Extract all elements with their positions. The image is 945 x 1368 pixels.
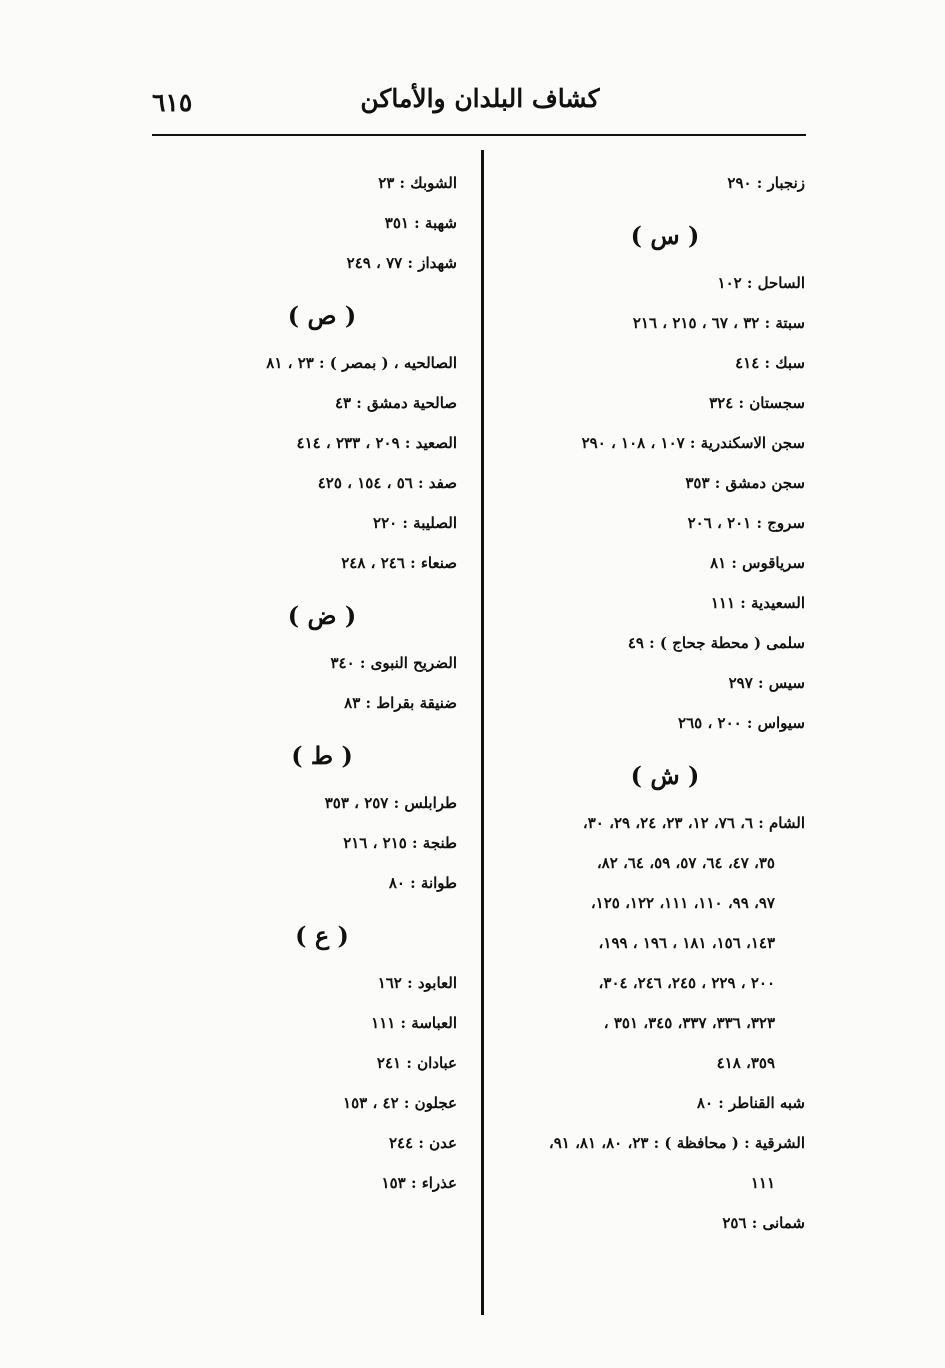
left-index-entry: شهداز : ٧٧ ، ٢٤٩ xyxy=(346,254,457,272)
left-index-entry: عجلون : ٤٢ ، ١٥٣ xyxy=(343,1094,457,1112)
right-index-entry-continuation: ٩٧، ٩٩، ١١٠، ١١١، ١٢٢، ١٢٥، xyxy=(590,894,775,912)
right-index-entry: شمانى : ٢٥٦ xyxy=(722,1214,805,1232)
right-index-entry: زنجبار : ٢٩٠ xyxy=(727,174,805,192)
left-index-entry: طوانة : ٨٠ xyxy=(388,874,457,892)
left-index-entry: صنعاء : ٢٤٦ ، ٢٤٨ xyxy=(341,554,457,572)
left-index-entry: الصليبة : ٢٢٠ xyxy=(373,514,457,532)
right-index-entry: الشرقية : ( محافظة ) : ٢٣، ٨٠، ٨١، ٩١، xyxy=(548,1134,805,1152)
right-column xyxy=(505,170,805,1250)
right-index-entry: سلمى ( محطة جحاج ) : ٤٩ xyxy=(627,634,805,652)
right-section-heading: ( ش ) xyxy=(630,761,700,790)
right-index-entry: سجستان : ٣٢٤ xyxy=(709,394,805,412)
right-index-entry: سبك : ٤١٤ xyxy=(735,354,805,372)
left-index-entry: طنجة : ٢١٥ ، ٢١٦ xyxy=(343,834,457,852)
left-index-entry: العابود : ١٦٢ xyxy=(377,974,457,992)
right-index-entry: الشام : ٦، ٧٦، ١٢، ٢٣، ٢٤، ٢٩، ٣٠، xyxy=(582,814,805,832)
left-index-entry: شهبة : ٣٥١ xyxy=(384,214,457,232)
right-index-entry-continuation: ٢٠٠ ، ٢٢٩ ، ٢٤٥، ٢٤٦، ٣٠٤، xyxy=(598,974,775,992)
left-section-heading: ( ض ) xyxy=(287,601,357,630)
right-section-heading: ( س ) xyxy=(630,221,700,250)
right-index-entry: سيس : ٢٩٧ xyxy=(728,674,805,692)
left-index-entry: صفد : ٥٦ ، ١٥٤ ، ٤٢٥ xyxy=(317,474,457,492)
left-index-entry: عدن : ٢٤٤ xyxy=(389,1134,457,1152)
left-index-entry: صالحية دمشق : ٤٣ xyxy=(334,394,457,412)
left-section-heading: ( ص ) xyxy=(287,301,357,330)
left-section-heading: ( ط ) xyxy=(291,741,353,770)
left-index-entry: عذراء : ١٥٣ xyxy=(381,1174,457,1192)
left-index-entry: طرابلس : ٢٥٧ ، ٣٥٣ xyxy=(324,794,457,812)
left-column xyxy=(207,170,457,1210)
column-divider xyxy=(481,150,484,1315)
left-index-entry: الصعيد : ٢٠٩ ، ٢٣٣ ، ٤١٤ xyxy=(296,434,457,452)
right-index-entry: الساحل : ١٠٢ xyxy=(717,274,805,292)
right-index-entry: سيواس : ٢٠٠ ، ٢٦٥ xyxy=(678,714,805,732)
right-index-entry-continuation: ٣٥٩، ٤١٨ xyxy=(716,1054,775,1072)
right-index-entry: سجن الاسكندرية : ١٠٧ ، ١٠٨ ، ٢٩٠ xyxy=(581,434,805,452)
right-index-entry-continuation: ١١١ xyxy=(750,1174,775,1192)
right-index-entry: السعيدية : ١١١ xyxy=(710,594,805,612)
right-index-entry: سروج : ٢٠١ ، ٢٠٦ xyxy=(687,514,805,532)
left-index-entry: العباسة : ١١١ xyxy=(371,1014,457,1032)
right-index-entry: شبه القناطر : ٨٠ xyxy=(696,1094,805,1112)
right-index-entry: سجن دمشق : ٣٥٣ xyxy=(685,474,805,492)
page-title: كشاف البلدان والأماكن xyxy=(360,84,600,113)
left-section-heading: ( ع ) xyxy=(295,921,349,950)
right-index-entry-continuation: ١٤٣، ١٥٦، ١٨١ ، ١٩٦ ، ١٩٩، xyxy=(598,934,775,952)
right-index-entry: سرياقوس : ٨١ xyxy=(710,554,805,572)
page-number: ٦١٥ xyxy=(152,88,193,117)
left-index-entry: الشوبك : ٢٣ xyxy=(378,174,457,192)
left-index-entry: الضريح النبوى : ٣٤٠ xyxy=(330,654,457,672)
header-rule xyxy=(152,134,806,136)
left-index-entry: عبادان : ٢٤١ xyxy=(376,1054,457,1072)
right-index-entry-continuation: ٣٢٣، ٣٣٦، ٣٣٧، ٣٤٥، ٣٥١ ، xyxy=(603,1014,775,1032)
left-index-entry: الصالحيه ، ( بمصر ) : ٢٣ ، ٨١ xyxy=(266,354,457,372)
left-index-entry: ضنيقة بقراط : ٨٣ xyxy=(344,694,457,712)
right-index-entry: سبتة : ٣٢ ، ٦٧ ، ٢١٥ ، ٢١٦ xyxy=(632,314,805,332)
right-index-entry-continuation: ٣٥، ٤٧، ٦٤، ٥٧، ٥٩، ٦٤، ٨٢، xyxy=(596,854,775,872)
